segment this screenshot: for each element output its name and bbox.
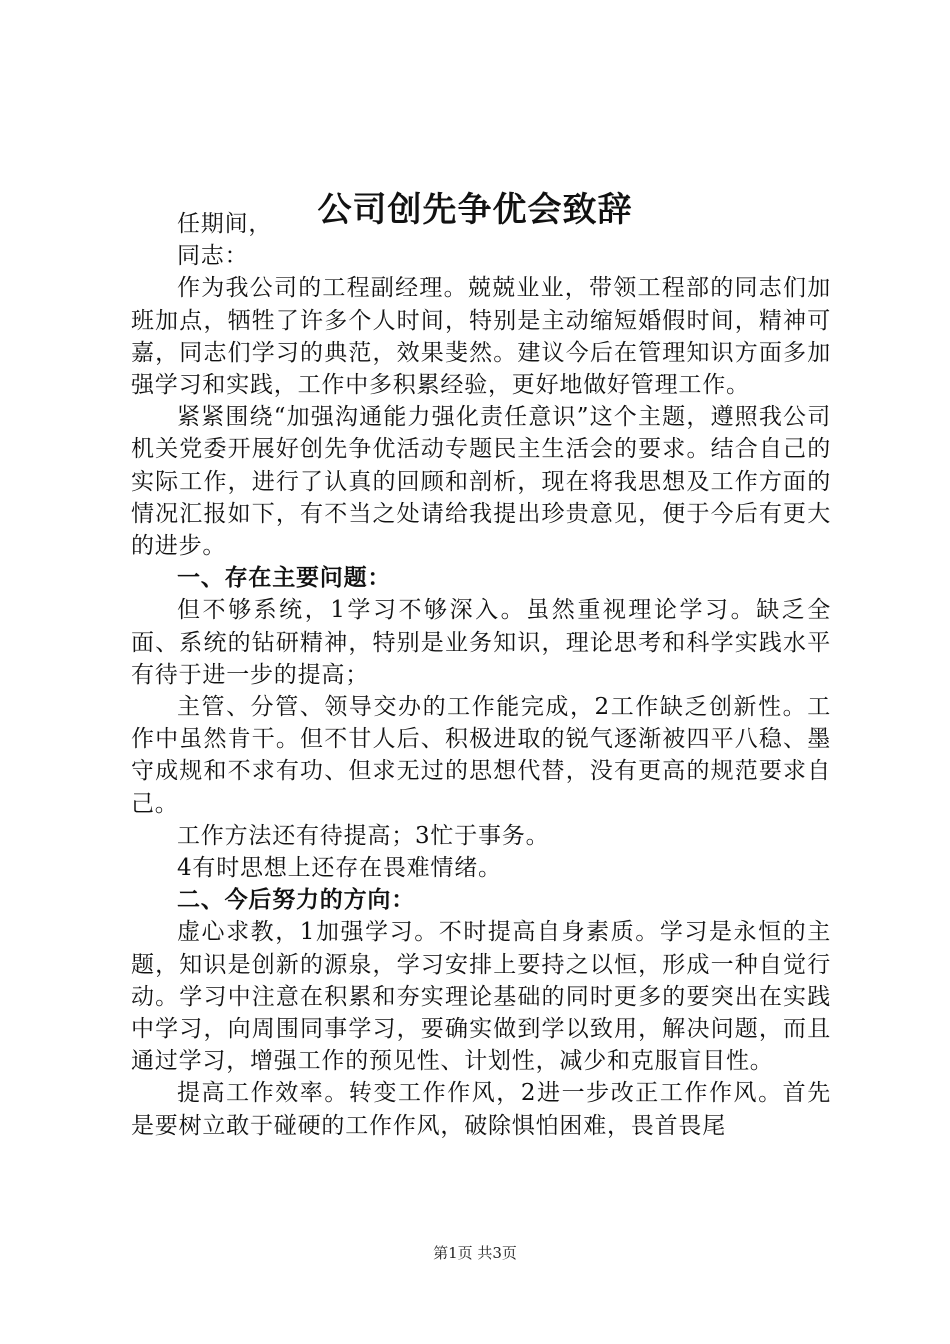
paragraph-direction-1: 虚心求教，1加强学习。不时提高自身素质。学习是永恒的主题，知识是创新的源泉，学习安排上要持之以恒，形成一种自觉行动。学习中注意在积累和夯实理论基础的同时更多的要突出在实践中学习，向周围同事学习，要确实做到学以致用，解决问题，而且通过学习，增强工作的预见性、计划性，减少和克服盲目性。 xyxy=(131,919,831,1075)
document-title: 公司创先争优会致辞 xyxy=(317,190,633,230)
document-body xyxy=(131,208,831,1142)
paragraph-evaluation: 作为我公司的工程副经理。兢兢业业，带领工程部的同志们加班加点，牺牲了许多个人时间，特别是主动缩短婚假时间，精神可嘉，同志们学习的典范，效果斐然。建议今后在管理知识方面多加强学习和实践，工作中多积累经验，更好地做好管理工作。 xyxy=(131,275,831,399)
section-heading-problems: 一、存在主要问题： xyxy=(177,564,392,592)
paragraph-introduction: 紧紧围绕“加强沟通能力强化责任意识”这个主题，遵照我公司机关党委开展好创先争优活动专题民主生活会的要求。结合自己的实际工作，进行了认真的回顾和剖析，现在将我思想及工作方面的情况汇报如下，有不当之处请给我提出珍贵意见，便于今后有更大的进步。 xyxy=(131,404,831,560)
paragraph-problem-4: 4有时思想上还存在畏难情绪。 xyxy=(177,855,502,882)
section-heading-direction: 二、今后努力的方向： xyxy=(177,886,415,914)
paragraph-direction-2: 提高工作效率。转变工作作风，2进一步改正工作作风。首先是要树立敢于碰硬的工作作风，破除惧怕困难，畏首畏尾 xyxy=(131,1080,831,1139)
paragraph-salutation-comrade: 同志： xyxy=(177,243,249,270)
paragraph-salutation-period: 任期间， xyxy=(177,211,273,237)
paragraph-problem-1: 但不够系统，1学习不够深入。虽然重视理论学习。缺乏全面、系统的钻研精神，特别是业务知识，理论思考和科学实践水平有待于进一步的提高； xyxy=(131,597,831,688)
paragraph-problem-2: 主管、分管、领导交办的工作能完成，2工作缺乏创新性。工作中虽然肯干。但不甘人后、积极进取的锐气逐渐被四平八稳、墨守成规和不求有功、但求无过的思想代替，没有更高的规范要求自己。 xyxy=(131,694,831,817)
page-footer: 第1页 共3页 xyxy=(433,1244,517,1262)
paragraph-problem-3: 工作方法还有待提高；3忙于事务。 xyxy=(177,822,550,849)
